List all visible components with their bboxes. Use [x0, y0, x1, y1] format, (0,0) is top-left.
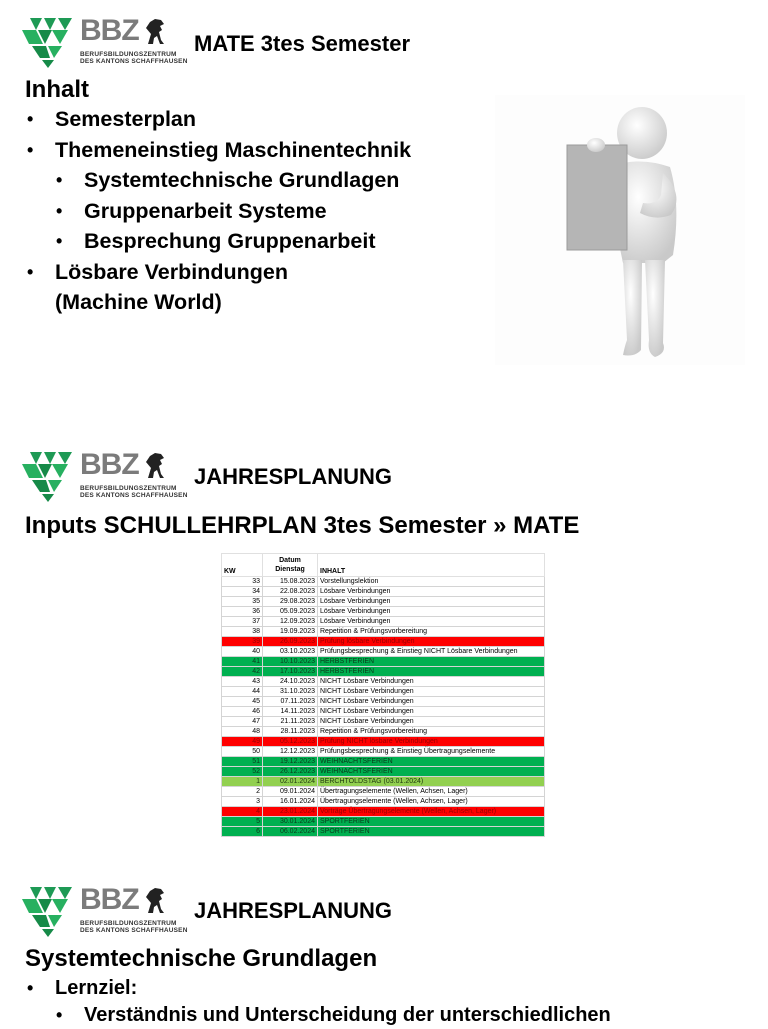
cell-content: Lösbare Verbindungen — [318, 617, 545, 627]
table-row — [222, 787, 545, 797]
header-date: Datum Dienstag — [263, 554, 318, 577]
table-row — [222, 597, 545, 607]
figure-holding-sign-icon — [495, 95, 745, 365]
logo-subline-2: DES KANTONS SCHAFFHAUSEN — [80, 927, 188, 934]
cell-date: 07.11.2023 — [263, 697, 318, 707]
cell-kw: 48 — [222, 727, 263, 737]
cell-date: 24.10.2023 — [263, 677, 318, 687]
table-header-row — [222, 554, 545, 577]
cell-date: 29.08.2023 — [263, 597, 318, 607]
table-row — [222, 627, 545, 637]
slide2-title: JAHRESPLANUNG — [194, 464, 393, 489]
cell-date: 14.11.2023 — [263, 707, 318, 717]
table-row — [222, 657, 545, 667]
list-item: • Semesterplan — [27, 107, 197, 131]
cell-content: Repetition & Prüfungsvorbereitung — [318, 627, 545, 637]
bbz-logo — [20, 448, 188, 502]
table-row — [222, 677, 545, 687]
cell-date: 28.11.2023 — [263, 727, 318, 737]
logo-subline-1: BERUFSBILDUNGSZENTRUM — [80, 485, 177, 492]
table-row — [222, 707, 545, 717]
table-row — [222, 817, 545, 827]
cell-kw: 41 — [222, 657, 263, 667]
header-content: INHALT — [318, 554, 545, 577]
cell-content: NICHT Lösbare Verbindungen — [318, 687, 545, 697]
slide3-heading: Systemtechnische Grundlagen — [25, 945, 378, 972]
cell-kw: 33 — [222, 577, 263, 587]
table-body — [222, 577, 545, 837]
cell-date: 09.01.2024 — [263, 787, 318, 797]
cell-content: Prüfung NICHT lösbare Verbindungen — [318, 737, 545, 747]
cell-date: 19.09.2023 — [263, 627, 318, 637]
cell-kw: 4 — [222, 807, 263, 817]
ram-heraldic-icon — [142, 16, 168, 46]
cell-date: 02.01.2024 — [263, 777, 318, 787]
list-item: • Verständnis und Unterscheidung der unterschiedlichen — [56, 1004, 611, 1026]
list-item-continued: (Machine World) — [55, 290, 222, 314]
table-row — [222, 827, 545, 837]
cell-date: 03.10.2023 — [263, 647, 318, 657]
list-item: • Besprechung Gruppenarbeit — [56, 229, 376, 253]
logo-text: BBZ — [80, 448, 139, 481]
list-item: • Lernziel: — [27, 977, 138, 999]
table-row — [222, 617, 545, 627]
cell-content: Vorträge Übertragungselemente (Wellen, Achsen, Lager) — [318, 807, 545, 817]
list-item: • Gruppenarbeit Systeme — [56, 198, 327, 223]
cell-kw: 37 — [222, 617, 263, 627]
cell-content: Lösbare Verbindungen — [318, 607, 545, 617]
cell-content: Übertragungselemente (Wellen, Achsen, Lager) — [318, 787, 545, 797]
table-row — [222, 587, 545, 597]
table-row — [222, 667, 545, 677]
cell-content: SPORTFERIEN — [318, 817, 545, 827]
cell-date: 12.12.2023 — [263, 747, 318, 757]
cell-date: 19.12.2023 — [263, 757, 318, 767]
cell-kw: 51 — [222, 757, 263, 767]
cell-kw: 52 — [222, 767, 263, 777]
cell-kw: 38 — [222, 627, 263, 637]
logo-subline-2: DES KANTONS SCHAFFHAUSEN — [80, 492, 188, 499]
slide1-heading: Inhalt — [25, 76, 89, 103]
table-row — [222, 747, 545, 757]
table-row — [222, 767, 545, 777]
bbz-logo — [20, 14, 188, 68]
ram-heraldic-icon — [142, 450, 168, 480]
cell-content: Prüfung lösbare Verbindungen — [318, 637, 545, 647]
header-kw: KW — [222, 554, 263, 577]
cell-kw: 47 — [222, 717, 263, 727]
bbz-logo — [20, 883, 188, 937]
bbz-leaf-logo-icon — [20, 450, 78, 502]
ram-heraldic-icon — [142, 885, 168, 915]
cell-content: Repetition & Prüfungsvorbereitung — [318, 727, 545, 737]
cell-date: 26.12.2023 — [263, 767, 318, 777]
cell-kw: 36 — [222, 607, 263, 617]
cell-kw: 5 — [222, 817, 263, 827]
logo-subline-1: BERUFSBILDUNGSZENTRUM — [80, 920, 177, 927]
cell-kw: 43 — [222, 677, 263, 687]
cell-date: 17.10.2023 — [263, 667, 318, 677]
cell-date: 06.02.2024 — [263, 827, 318, 837]
logo-text: BBZ — [80, 883, 139, 916]
bbz-leaf-logo-icon — [20, 885, 78, 937]
cell-date: 05.12.2023 — [263, 737, 318, 747]
cell-content: WEIHNACHTSFERIEN — [318, 757, 545, 767]
cell-kw: 44 — [222, 687, 263, 697]
cell-kw: 50 — [222, 747, 263, 757]
cell-content: WEIHNACHTSFERIEN — [318, 767, 545, 777]
table-row — [222, 697, 545, 707]
cell-content: NICHT Lösbare Verbindungen — [318, 707, 545, 717]
cell-kw: 35 — [222, 597, 263, 607]
table-row — [222, 577, 545, 587]
cell-date: 23.01.2024 — [263, 807, 318, 817]
table-row — [222, 607, 545, 617]
table-row — [222, 737, 545, 747]
cell-date: 16.01.2024 — [263, 797, 318, 807]
table-row — [222, 637, 545, 647]
slide2-heading: Inputs SCHULLEHRPLAN 3tes Semester » MATE — [25, 512, 580, 539]
list-item: • Systemtechnische Grundlagen — [56, 168, 400, 192]
cell-date: 21.11.2023 — [263, 717, 318, 727]
table-row — [222, 797, 545, 807]
cell-date: 12.09.2023 — [263, 617, 318, 627]
table-row — [222, 807, 545, 817]
cell-date: 05.09.2023 — [263, 607, 318, 617]
cell-content: Vorstellungslektion — [318, 577, 545, 587]
cell-content: Prüfungsbesprechung & Einstieg Übertragungselemente — [318, 747, 545, 757]
table-row — [222, 717, 545, 727]
cell-content: BERCHTOLDSTAG (03.01.2024) — [318, 777, 545, 787]
cell-kw: 6 — [222, 827, 263, 837]
logo-subline-1: BERUFSBILDUNGSZENTRUM — [80, 51, 177, 58]
bbz-leaf-logo-icon — [20, 16, 78, 68]
cell-date: 26.09.2023 — [263, 637, 318, 647]
cell-kw: 1 — [222, 777, 263, 787]
table-row — [222, 777, 545, 787]
logo-subline-2: DES KANTONS SCHAFFHAUSEN — [80, 58, 188, 65]
cell-content: Lösbare Verbindungen — [318, 597, 545, 607]
slide1-title: MATE 3tes Semester — [194, 31, 411, 56]
cell-kw: 46 — [222, 707, 263, 717]
cell-content: Lösbare Verbindungen — [318, 587, 545, 597]
cell-content: HERBSTFERIEN — [318, 657, 545, 667]
slide1-content-list — [27, 104, 412, 318]
cell-content: SPORTFERIEN — [318, 827, 545, 837]
slide3-content-list — [27, 975, 611, 1029]
cell-content: Prüfungsbesprechung & Einstieg NICHT Lösbare Verbindungen — [318, 647, 545, 657]
list-item: • Lösbare Verbindungen — [27, 259, 288, 284]
logo-text: BBZ — [80, 14, 139, 47]
cell-kw: 42 — [222, 667, 263, 677]
cell-content: NICHT Lösbare Verbindungen — [318, 697, 545, 707]
table-row — [222, 757, 545, 767]
table-row — [222, 727, 545, 737]
cell-kw: 49 — [222, 737, 263, 747]
cell-date: 30.01.2024 — [263, 817, 318, 827]
cell-kw: 3 — [222, 797, 263, 807]
cell-date: 31.10.2023 — [263, 687, 318, 697]
cell-kw: 39 — [222, 637, 263, 647]
table-row — [222, 687, 545, 697]
cell-content: HERBSTFERIEN — [318, 667, 545, 677]
table-row — [222, 647, 545, 657]
cell-content: NICHT Lösbare Verbindungen — [318, 717, 545, 727]
cell-date: 15.08.2023 — [263, 577, 318, 587]
cell-kw: 40 — [222, 647, 263, 657]
cell-kw: 2 — [222, 787, 263, 797]
cell-kw: 45 — [222, 697, 263, 707]
cell-content: NICHT Lösbare Verbindungen — [318, 677, 545, 687]
list-item: • Themeneinstieg Maschinentechnik — [27, 137, 412, 162]
cell-content: Übertragungselemente (Wellen, Achsen, Lager) — [318, 797, 545, 807]
cell-date: 10.10.2023 — [263, 657, 318, 667]
semester-plan-table — [221, 553, 545, 837]
slide3-title: JAHRESPLANUNG — [194, 898, 393, 923]
cell-kw: 34 — [222, 587, 263, 597]
cell-date: 22.08.2023 — [263, 587, 318, 597]
